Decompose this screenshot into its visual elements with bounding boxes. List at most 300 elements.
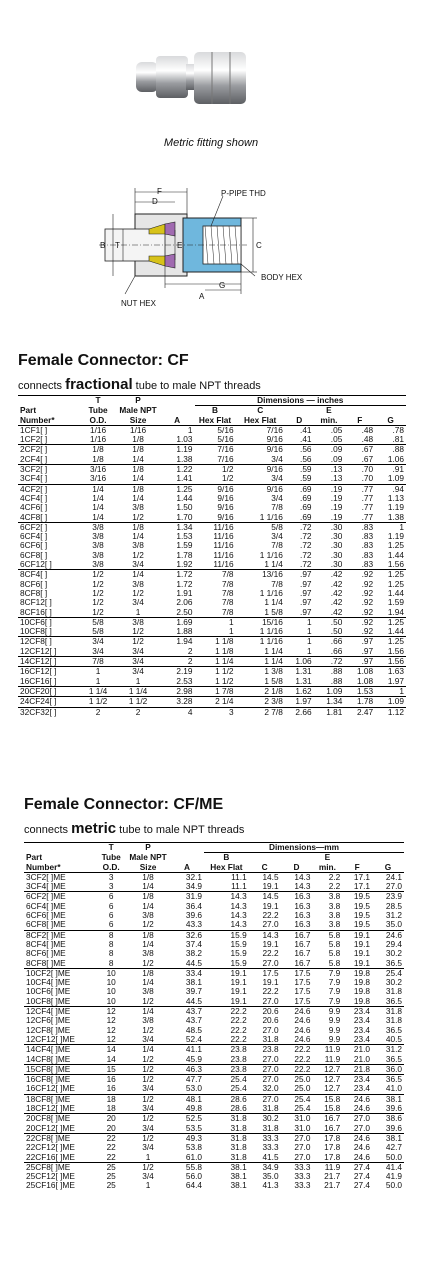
table-row [18,522,406,532]
table-row [24,1124,404,1134]
dim-g-cell: .91 [375,465,406,475]
dim-e-cell: 16.7 [324,1122,341,1133]
dim-a-cell: 56.0 [185,1171,203,1182]
dim-f-cell: 2.47 [344,707,375,717]
dim-d-cell: .72 [300,531,312,542]
dim-c-cell: 34.9 [249,1162,281,1172]
dim-d-cell: 16.3 [294,910,311,921]
dim-e-cell: 11.9 [312,1162,342,1172]
cf-dimensions-table [18,395,406,717]
table-row [18,697,406,707]
dim-d-cell: .97 [300,587,312,598]
dim-c-cell: 31.8 [262,1122,279,1133]
dim-a-cell: 4 [160,707,195,717]
part-number-cell: 8CF16[ ] [20,606,52,617]
dim-a-cell: 47.7 [170,1075,204,1085]
dim-e-cell: 7.9 [328,995,341,1006]
dim-a-cell: 49.3 [170,1133,204,1143]
dim-f-cell: 23.4 [353,1083,371,1094]
dim-g-cell: 1.56 [375,657,406,667]
dim-d-cell: .72 [300,559,312,570]
cfme-col-d: D [281,863,313,873]
dim-d-cell: .72 [300,549,312,560]
npt-size-cell: 3/8 [132,502,144,513]
npt-size-cell: 1/2 [117,637,160,647]
dim-c-cell: 33.3 [262,1142,279,1153]
dim-label-d: D [152,197,158,206]
dim-a-cell: 43.7 [170,1007,204,1017]
dim-b-cell: 38.1 [230,1180,247,1191]
part-number-cell: 20CF20[ ] [18,686,80,696]
dim-c-cell: 1 5/8 [264,606,283,617]
table-row [24,1153,404,1163]
table-row [24,978,404,987]
part-number-cell: 6CF8[ ]ME [26,919,66,930]
dim-b-cell: 28.6 [230,1103,247,1114]
dim-d-cell: 22.2 [281,1064,313,1074]
cfme-col-number: Number* [24,863,96,873]
dim-f-cell: .77 [361,502,374,513]
npt-size-cell: 1/2 [142,1024,154,1035]
dim-e-cell: .05 [330,434,343,445]
dim-label-e: E [177,241,183,250]
dim-g-cell: .78 [392,424,404,435]
dim-g-cell: 1.09 [375,697,406,707]
dim-e-cell: .13 [330,473,343,484]
dim-e-cell: .30 [330,559,343,570]
tube-od-cell: 7/8 [80,657,117,667]
dim-b-cell: 11.1 [231,871,247,882]
dim-a-cell: 49.8 [185,1103,203,1114]
dim-c-cell: 27.0 [262,957,279,968]
part-number-cell: 24CF24[ ] [18,697,80,707]
npt-size-cell: 3/8 [142,1015,154,1026]
dim-e-cell: 9.9 [328,1024,341,1035]
dim-b-cell: 38.1 [204,1162,249,1172]
dim-g-cell: 1.12 [375,707,406,717]
npt-size-cell: 1/4 [126,1007,170,1017]
dim-f-cell: 21.0 [353,1053,371,1064]
dim-g-cell: 1.56 [387,645,404,656]
dim-d-cell: 16.7 [294,938,311,949]
dim-label-f: F [157,187,162,196]
dim-b-cell: 19.1 [230,977,247,988]
table-row [18,474,406,484]
dim-e-cell: .42 [330,587,343,598]
dim-d-cell: 27.0 [281,1133,313,1143]
npt-size-cell: 1/4 [132,473,144,484]
dim-b-cell: 31.8 [230,1151,247,1162]
part-number-cell: 6CF8[ ] [20,549,48,560]
label-nut-hex: NUT HEX [121,299,156,308]
dim-a-cell: 1.03 [176,434,193,445]
table-row [24,911,404,920]
dim-c-cell: 5/8 [236,522,285,532]
dim-g-cell: 29.4 [385,938,402,949]
part-number-cell: 16CF12[ ] [18,667,80,677]
dim-f-cell: 1.78 [344,697,375,707]
dim-g-cell: 27.0 [385,881,402,892]
dim-d-cell: 16.7 [294,948,311,959]
dim-f-cell: .92 [361,578,374,589]
dim-g-cell: 36.5 [385,1024,402,1035]
cf-col-hexflat-b: Hex Flat [195,416,236,426]
dim-b-cell: 22.2 [230,1024,247,1035]
part-number-cell: 12CF4[ ]ME [24,1007,96,1017]
dim-g-cell: 36.5 [385,1053,402,1064]
tube-od-cell: 1 1/4 [80,686,117,696]
dim-a-cell: 32.1 [185,871,203,882]
cfme-table-body [24,872,404,1190]
dim-a-cell: 1.44 [176,492,193,503]
dim-g-cell: 1.97 [387,675,404,686]
dim-d-cell: 24.6 [294,1033,311,1044]
dim-f-cell: 19.8 [353,986,371,997]
dim-c-cell: 20.6 [262,1015,279,1026]
dim-b-cell: 3 [195,707,236,717]
dim-c-cell: 9/16 [236,465,285,475]
dim-b-cell: 11.1 [231,881,247,892]
dim-d-cell: 1 [306,645,312,656]
dim-b-cell: 15.9 [230,938,247,949]
dim-f-cell: .92 [344,570,375,580]
dim-b-cell: 7/8 [195,570,236,580]
dim-b-cell: 19.1 [230,995,247,1006]
dim-f-cell: .92 [344,617,375,627]
tube-od-cell: 20 [106,1122,116,1133]
dim-b-cell: 7/8 [222,587,234,598]
dim-b-cell: 38.1 [230,1171,247,1182]
dim-g-cell: 1.25 [375,617,406,627]
dim-d-cell: 25.4 [294,1103,311,1114]
npt-size-cell: 1/8 [117,445,160,455]
dim-e-cell: 21.7 [324,1180,341,1191]
tube-od-cell: 3/16 [80,465,117,475]
dim-d-cell: 1.31 [295,675,312,686]
dim-f-cell: 1.53 [344,686,375,696]
dim-d-cell: .97 [300,597,312,608]
npt-size-cell: 3/4 [142,1033,154,1044]
dim-f-cell: 17.1 [353,871,371,882]
dim-d-cell: .72 [300,540,312,551]
dim-b-cell: 31.8 [230,1122,247,1133]
tube-od-cell: 6 [96,892,126,902]
dim-d-cell: 17.5 [294,977,311,988]
cf-col-min: min. [314,416,345,426]
dim-d-cell: 1.06 [285,657,314,667]
dim-d-cell: 33.3 [281,1162,313,1172]
dim-f-cell: 17.1 [353,881,371,892]
dim-c-cell: 1 1/16 [259,587,283,598]
dim-e-cell: 12.7 [312,1064,342,1074]
tube-od-cell: 3/8 [92,559,104,570]
tube-od-cell: 14 [106,1053,116,1064]
npt-size-cell: 1/2 [126,1064,170,1074]
dim-label-c: C [256,241,262,250]
dim-b-cell: 1 1/4 [195,657,236,667]
tube-od-cell: 1/2 [92,597,104,608]
table-row [24,1143,404,1152]
table-row [24,1114,404,1124]
dim-a-cell: 48.1 [170,1094,204,1104]
dim-e-cell: 3.8 [328,900,341,911]
dim-d-cell: .69 [300,492,312,503]
npt-size-cell: 3/4 [142,1122,154,1133]
part-number-cell: 3CF4[ ] [20,473,48,484]
part-number-cell: 25CF8[ ]ME [24,1162,96,1172]
dim-f-cell: 19.5 [353,919,371,930]
npt-size-cell: 3/4 [142,1171,154,1182]
npt-size-cell: 1/4 [117,570,160,580]
dim-d-cell: 25.0 [294,1083,311,1094]
dim-g-cell: .81 [392,434,404,445]
part-number-cell: 6CF4[ ] [20,531,48,542]
part-number-cell: 14CF12[ ] [18,657,80,667]
part-number-cell: 8CF12[ ] [20,597,52,608]
table-row [18,707,406,717]
npt-size-cell: 1/4 [142,977,154,988]
dim-c-cell: 2 7/8 [236,707,285,717]
cfme-col-a: A [170,863,204,873]
dim-b-cell: 7/16 [195,445,236,455]
tube-od-cell: 2 [80,707,117,717]
dim-e-cell: .42 [314,570,345,580]
tube-od-cell: 6 [108,910,114,921]
table-row [24,1075,404,1085]
dim-g-cell: 36.5 [385,957,402,968]
dim-f-cell: 19.5 [353,900,371,911]
tube-od-cell: 12 [96,1007,126,1017]
part-number-cell: 22CF8[ ]ME [24,1133,96,1143]
part-number-cell: 14CF8[ ]ME [26,1053,71,1064]
dim-e-cell: 9.9 [328,1033,341,1044]
dim-c-cell: 9/16 [236,484,285,494]
dim-g-cell: 30.2 [385,948,402,959]
tube-od-cell: 20 [96,1114,126,1124]
npt-size-cell: 1/2 [126,1114,170,1124]
label-p-pipe-thd: P-PIPE THD [221,189,266,198]
tube-od-cell: 1/16 [89,424,107,435]
npt-size-cell: 3/4 [142,1142,154,1153]
dim-f-cell: .70 [361,473,374,484]
npt-size-cell: 1/4 [142,881,154,892]
part-number-cell: 8CF8[ ]ME [26,957,66,968]
dim-f-cell: 19.5 [353,910,371,921]
part-number-cell: 6CF2[ ] [18,522,80,532]
table-row [18,637,406,647]
tube-od-cell: 15 [96,1064,126,1074]
dim-a-cell: 43.7 [185,1015,203,1026]
dim-g-cell: 36.0 [372,1064,404,1074]
dim-f-cell: 19.1 [353,948,371,959]
dim-f-cell: 1.08 [356,675,374,686]
cf-col-size: Size [117,416,160,426]
dim-e-cell: 11.9 [324,1053,341,1064]
tube-od-cell: 8 [108,938,114,949]
tube-od-cell: 5/8 [92,626,104,637]
table-row [24,1055,404,1065]
table-row [18,435,406,445]
dim-a-cell: 45.9 [185,1053,203,1064]
dim-f-cell: .83 [361,549,374,560]
dim-a-cell: 46.3 [170,1064,204,1074]
dim-d-cell: 16.7 [281,930,313,940]
dim-d-cell: 17.5 [294,995,311,1006]
dim-g-cell: 41.0 [385,1083,402,1094]
part-number-cell: 12CF12[ ]ME [26,1033,75,1044]
dim-c-cell: 9/16 [266,434,283,445]
dim-e-cell: .42 [330,606,343,617]
npt-size-cell: 3/4 [142,1103,154,1114]
dim-b-cell: 22.2 [230,1033,247,1044]
part-number-cell: 12CF8[ ]ME [26,1024,71,1035]
tube-od-cell: 22 [96,1133,126,1143]
cfme-col-tube: Tube [101,852,121,863]
tube-od-cell: 10 [96,968,126,978]
dim-f-cell: .83 [344,522,375,532]
tube-od-cell: 1/16 [89,434,107,445]
dim-g-cell: 35.0 [385,919,402,930]
dim-b-cell: 31.8 [204,1133,249,1143]
dim-b-cell: 7/8 [222,597,234,608]
dim-e-cell: .19 [330,492,343,503]
dim-f-cell: 27.0 [342,1114,372,1124]
dim-c-cell: 1 1/16 [259,549,283,560]
part-number-cell: 22CF16[ ]ME [26,1151,75,1162]
dim-a-cell: 1.70 [176,511,193,522]
dim-g-cell: 1.06 [387,453,404,464]
npt-size-cell: 1/4 [142,938,154,949]
dim-d-cell: 2.66 [285,707,314,717]
dim-a-cell: 2.50 [176,606,193,617]
table-row [24,968,404,978]
dim-f-cell: 23.4 [342,1075,372,1085]
part-number-cell: 16CF12[ ]ME [26,1083,75,1094]
dim-f-cell: .83 [361,531,374,542]
dim-f-cell: .83 [361,559,374,570]
dim-e-cell: .30 [330,549,343,560]
dim-g-cell: 31.8 [372,1007,404,1017]
dim-d-cell: .69 [285,484,314,494]
dim-e-cell: 16.7 [312,1114,342,1124]
table-row [18,598,406,607]
dim-f-cell: .48 [361,434,374,445]
table-row [18,541,406,550]
dim-b-cell: 11/16 [213,540,234,551]
dim-c-cell: 27.0 [262,1024,279,1035]
dim-c-cell: 19.1 [262,900,279,911]
dim-e-cell: .42 [330,578,343,589]
dim-g-cell: 42.7 [385,1142,402,1153]
dim-f-cell: 27.4 [353,1180,371,1191]
table-row [24,1007,404,1017]
cf-section-subtitle: connects fractional tube to male NPT threads [18,376,261,393]
dim-c-cell: 13/16 [236,570,285,580]
dim-e-cell: 7.9 [328,977,341,988]
npt-size-cell: 3/8 [142,986,154,997]
dim-f-cell: .97 [344,637,375,647]
cf-col-c: C [257,405,264,416]
dim-b-cell: 1 1/8 [195,637,236,647]
dim-c-cell: 7/16 [266,424,283,435]
dim-b-cell: 14.3 [230,910,247,921]
part-number-cell: 20CF12[ ]ME [26,1122,75,1133]
npt-size-cell: 1 [135,606,141,617]
dim-c-cell: 7/8 [271,578,283,589]
tube-od-cell: 10 [106,995,116,1006]
cfme-col-dims: Dimensions—mm [204,843,404,853]
npt-size-cell: 1 [145,1180,151,1191]
dim-b-cell: 25.4 [230,1083,247,1094]
table-row [18,465,406,475]
dim-c-cell: 19.1 [262,977,279,988]
dim-e-cell: 5.8 [328,938,341,949]
dim-b-cell: 23.8 [204,1045,249,1055]
table-row [24,1181,404,1190]
dim-e-cell: .50 [330,626,343,637]
dim-d-cell: 16.7 [294,957,311,968]
cfme-col-part: Part [26,852,43,863]
npt-size-cell: 1/2 [126,1094,170,1104]
npt-size-cell: 3/8 [142,948,154,959]
dim-a-cell: 43.3 [185,919,203,930]
label-body-hex: BODY HEX [261,273,303,282]
npt-size-cell: 2 [117,707,160,717]
tube-od-cell: 18 [106,1103,116,1114]
dim-c-cell: 35.0 [262,1171,279,1182]
dim-b-cell: 9/16 [217,492,234,503]
table-row [24,1035,404,1045]
dim-c-cell: 2 1/8 [236,686,285,696]
dim-e-cell: 21.7 [324,1171,341,1182]
tube-od-cell: 12 [106,1024,116,1035]
dim-f-cell: .77 [344,484,375,494]
dim-g-cell: 1.13 [387,492,404,503]
dim-c-cell: 1 1/16 [236,637,285,647]
cf-col-f: F [344,416,375,426]
npt-size-cell: 1/2 [132,626,144,637]
cfme-col-f: F [342,863,372,873]
part-number-cell: 6CF12[ ] [20,559,52,570]
dim-c-cell: 23.8 [249,1045,281,1055]
tube-od-cell: 3/4 [92,645,104,656]
dim-g-cell: 28.5 [385,900,402,911]
dim-e-cell: .30 [314,522,345,532]
dim-b-cell: 23.8 [204,1064,249,1074]
dim-b-cell: 14.3 [230,900,247,911]
dim-a-cell: 1.91 [176,587,193,598]
tube-od-cell: 1 [95,675,101,686]
dim-b-cell: 14.3 [230,919,247,930]
dim-d-cell: 1.97 [285,697,314,707]
dim-d-cell: .41 [300,424,312,435]
tube-od-cell: 3/8 [80,522,117,532]
table-row [18,484,406,494]
dim-a-cell: 64.4 [185,1180,203,1191]
tube-od-cell: 18 [96,1094,126,1104]
table-row [24,882,404,892]
dim-b-cell: 14.3 [204,892,249,902]
dim-e-cell: 3.8 [312,892,342,902]
part-number-cell: 25CF12[ ]ME [26,1171,75,1182]
dim-e-cell: .19 [330,511,343,522]
dim-b-cell: 2 1/4 [195,697,236,707]
tube-od-cell: 1 [80,667,117,677]
table-row [18,494,406,503]
dim-e-cell: .19 [314,484,345,494]
dim-g-cell: 1.59 [387,597,404,608]
dim-b-cell: 11/16 [213,549,234,560]
